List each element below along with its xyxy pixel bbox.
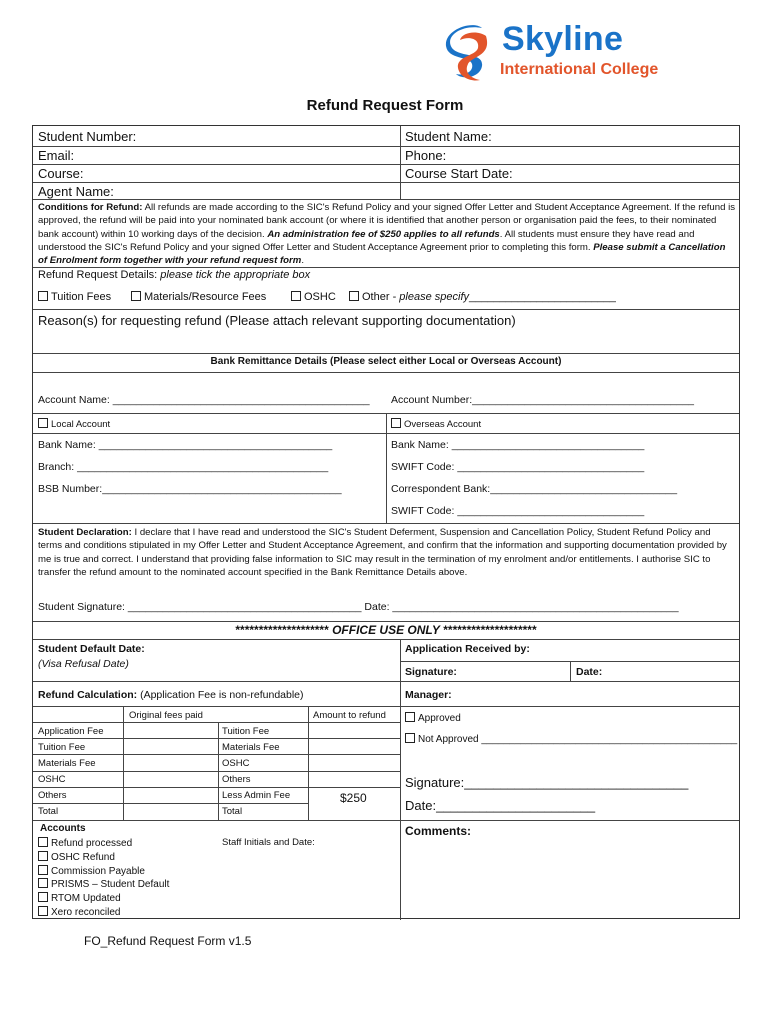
accounts-item[interactable]: [38, 851, 115, 863]
checkbox-icon[interactable]: [38, 878, 48, 888]
item-label: Xero reconciled: [51, 907, 121, 918]
logo-swoosh: [442, 22, 502, 86]
refund-details-hint: please tick the appropriate box: [160, 269, 311, 281]
account-number-field[interactable]: Account Number:______________________________________: [391, 394, 695, 406]
reasons-label[interactable]: Reason(s) for requesting refund (Please attach relevant supporting documentation): [38, 313, 516, 328]
correspondent-bank-field[interactable]: Correspondent Bank:________________________________: [391, 483, 678, 495]
manager-label: Manager:: [405, 689, 452, 701]
student-signature-field[interactable]: Student Signature: ________________________________________ Date: _________________________________________________: [38, 601, 679, 613]
fee-row-label: Materials Fee: [38, 758, 96, 769]
course-start-field[interactable]: Course Start Date:: [405, 166, 513, 181]
col-original-fees: Original fees paid: [129, 710, 203, 721]
fee-row-label: OSHC: [38, 774, 66, 785]
refund-calc-heading: [38, 689, 304, 701]
refund-option-other[interactable]: [349, 291, 616, 303]
refund-row-label: Less Admin Fee: [222, 790, 291, 801]
option-label: OSHC: [304, 291, 336, 303]
item-label: OSHC Refund: [51, 852, 115, 863]
conditions-body-2: . All students must ensure they have read and understood the SIC's Refund Policy and your signed Offer Letter and Student Acceptance Agreement prior to completing this form.: [38, 228, 695, 253]
declaration-text: [38, 526, 736, 579]
swift-code-field[interactable]: SWIFT Code: ________________________________: [391, 461, 645, 473]
declaration-body: I declare that I have read and understood the SIC's Student Deferment, Suspension and Cancellation Policy, Student Refund Policy and terms and conditions stipulated in my Offer Letter and Student Acceptance Agreement, and confirm that the information and supporting documentation provided by me is true and correct. I understand that providing false information to SIC may result in the termination of my enrolment and/or entitlements. I authorise SIC to transfer the refund amount to the nominated account specified in the Bank Remittance Details above.: [38, 527, 727, 578]
checkbox-icon[interactable]: [38, 892, 48, 902]
refund-option-oshc[interactable]: [291, 291, 336, 303]
option-label: Materials/Resource Fees: [144, 291, 267, 303]
option-label: Overseas Account: [404, 419, 482, 430]
refund-row-label: Tuition Fee: [222, 726, 270, 737]
refund-row-label: Total: [222, 806, 243, 817]
refund-form: [32, 125, 740, 919]
checkbox-icon[interactable]: [38, 418, 48, 428]
approved-option[interactable]: [405, 712, 461, 724]
item-label: Refund processed: [51, 838, 133, 849]
option-label: Tuition Fees: [51, 291, 112, 303]
logo-word-college: International College: [500, 61, 659, 78]
accounts-item[interactable]: [38, 837, 132, 849]
phone-field[interactable]: Phone:: [405, 148, 447, 163]
email-field[interactable]: Email:: [38, 148, 75, 163]
default-date-label[interactable]: Student Default Date:: [38, 643, 145, 655]
conditions-body-1: All refunds are made according to the SIC's Refund Policy and your signed Offer Letter and Student Acceptance Agreement. If the refund is approved, the refund will be paid into your nominated bank account (or where it is identified that another person or organisation paid the fees, to their nominated bank account) within 10 working days of the decision.: [38, 202, 736, 240]
fee-row-label: Others: [38, 790, 67, 801]
col-amount-to-refund: Amount to refund: [313, 710, 386, 721]
option-label: Other -: [362, 291, 400, 303]
checkbox-icon[interactable]: [38, 906, 48, 916]
refund-row-label: Materials Fee: [222, 742, 280, 753]
admin-fee-note: An administration fee of $250 applies to all refunds: [267, 228, 500, 240]
not-approved-option[interactable]: [405, 733, 737, 745]
local-account-option[interactable]: [38, 418, 110, 430]
bsb-number-field[interactable]: BSB Number:_________________________________________: [38, 483, 342, 495]
item-label: Commission Payable: [51, 866, 145, 877]
received-signature-field[interactable]: Signature:: [405, 666, 457, 678]
office-use-title: OFFICE USE ONLY: [332, 623, 440, 637]
manager-signature-field[interactable]: Signature:_______________________________: [405, 775, 689, 790]
refund-row-label: Others: [222, 774, 251, 785]
conditions-end: .: [301, 255, 304, 267]
local-bank-name-field[interactable]: Bank Name: ________________________________________: [38, 439, 333, 451]
option-label: Approved: [418, 713, 461, 724]
manager-date-field[interactable]: Date:______________________: [405, 798, 596, 813]
swift-code-2-field[interactable]: SWIFT Code: ________________________________: [391, 505, 645, 517]
stars-left: ********************: [235, 623, 333, 637]
declaration-label: Student Declaration:: [38, 527, 132, 538]
checkbox-icon[interactable]: [38, 837, 48, 847]
logo-word-skyline: Skyline: [502, 20, 624, 58]
checkbox-icon[interactable]: [349, 291, 359, 301]
item-label: RTOM Updated: [51, 893, 121, 904]
overseas-bank-name-field[interactable]: Bank Name: _________________________________: [391, 439, 645, 451]
accounts-label: Accounts: [40, 823, 86, 834]
account-name-field[interactable]: Account Name: ____________________________________________: [38, 394, 370, 406]
student-name-field[interactable]: Student Name:: [405, 129, 492, 144]
other-specify-line[interactable]: ________________________: [469, 291, 616, 303]
course-field[interactable]: Course:: [38, 166, 84, 181]
refund-calc-note: (Application Fee is non-refundable): [137, 689, 304, 701]
refund-details-heading: [38, 269, 310, 281]
option-label: Local Account: [51, 419, 111, 430]
cancellation-note: Please submit a Cancellation of Enrolment form together with your refund request form: [38, 241, 726, 267]
fee-row-label: Tuition Fee: [38, 742, 86, 753]
overseas-account-option[interactable]: [391, 418, 481, 430]
visa-refusal-label: (Visa Refusal Date): [38, 658, 129, 670]
checkbox-icon[interactable]: [38, 851, 48, 861]
option-label: Not Approved ______________________________________________: [418, 734, 738, 745]
accounts-item[interactable]: [38, 906, 120, 918]
footer-form-version: FO_Refund Request Form v1.5: [84, 934, 252, 948]
checkbox-icon[interactable]: [391, 418, 401, 428]
branch-field[interactable]: Branch: ___________________________________________: [38, 461, 329, 473]
refund-calc-label: Refund Calculation:: [38, 689, 138, 701]
page-title: Refund Request Form: [306, 97, 464, 114]
option-hint: please specify: [399, 291, 470, 303]
stars-right: ********************: [439, 623, 537, 637]
item-label: PRISMS – Student Default: [51, 879, 170, 890]
refund-details-label: Refund Request Details:: [38, 269, 161, 281]
student-number-field[interactable]: Student Number:: [38, 129, 137, 144]
application-received-label: Application Received by:: [405, 643, 530, 655]
staff-initials-field[interactable]: Staff Initials and Date:: [222, 837, 315, 848]
accounts-item[interactable]: [38, 878, 169, 890]
checkbox-icon[interactable]: [405, 712, 415, 722]
checkbox-icon[interactable]: [38, 291, 48, 301]
conditions-label: Conditions for Refund:: [38, 202, 143, 213]
checkbox-icon[interactable]: [291, 291, 301, 301]
checkbox-icon[interactable]: [38, 865, 48, 875]
checkbox-icon[interactable]: [405, 733, 415, 743]
conditions-text: [38, 201, 736, 267]
refund-option-materials[interactable]: [131, 291, 266, 303]
agent-name-field[interactable]: Agent Name:: [38, 184, 114, 199]
comments-label[interactable]: Comments:: [405, 824, 472, 838]
office-use-heading: [33, 623, 739, 637]
accounts-item[interactable]: [38, 865, 145, 877]
received-date-field[interactable]: Date:: [576, 666, 603, 678]
refund-option-tuition[interactable]: [38, 291, 111, 303]
bank-heading: Bank Remittance Details (Please select either Local or Overseas Account): [210, 356, 562, 367]
fee-row-label: Application Fee: [38, 726, 104, 737]
checkbox-icon[interactable]: [131, 291, 141, 301]
accounts-item[interactable]: [38, 892, 121, 904]
refund-row-label: OSHC: [222, 758, 250, 769]
admin-fee-amount: $250: [340, 791, 367, 805]
fee-row-label: Total: [38, 806, 59, 817]
